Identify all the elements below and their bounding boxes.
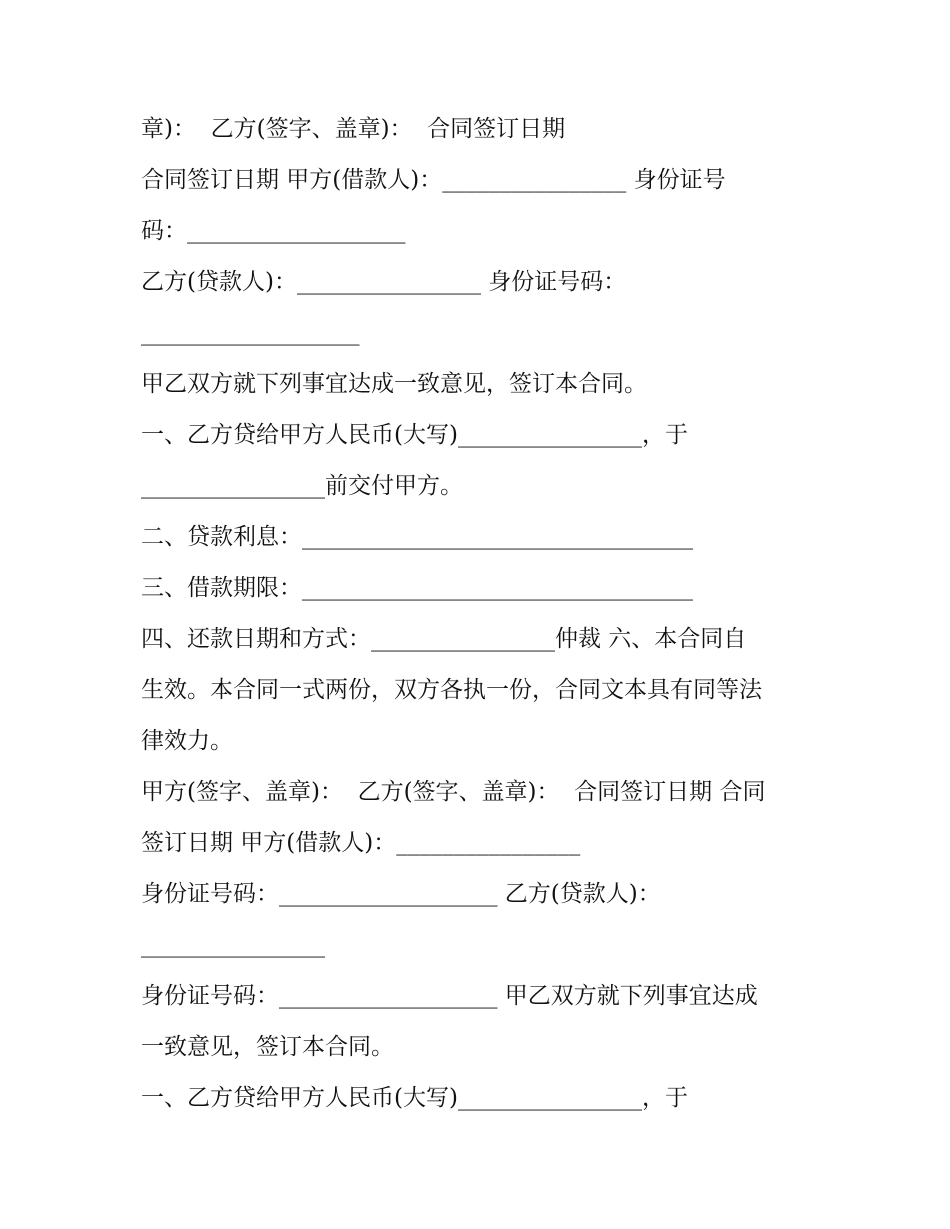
text-line: 律效力。 [141,728,233,754]
text-line: 一、乙方贷给甲方人民币(大写)________________，于 [141,1085,688,1111]
text-line: 甲方(签字、盖章)： 乙方(签字、盖章)： 合同签订日期 合同 [141,779,766,805]
text-line: 码：___________________ [141,218,406,244]
text-line: 一、乙方贷给甲方人民币(大写)________________，于 [141,422,688,448]
text-line: ________________ [141,932,325,958]
text-line: 四、还款日期和方式：________________仲裁 六、本合同自 [141,626,747,652]
document-body [141,104,821,1124]
text-line: 身份证号码：___________________ 乙方(贷款人)： [141,881,661,907]
text-line: 签订日期 甲方(借款人)：________________ [141,830,581,856]
text-line: ________________前交付甲方。 [141,473,463,499]
text-line: 乙方(贷款人)：________________ 身份证号码： [141,269,627,295]
text-line: 生效。本合同一式两份，双方各执一份，合同文本具有同等法 [141,677,762,703]
text-line: ___________________ [141,320,360,346]
text-line: 甲乙双方就下列事宜达成一致意见，签订本合同。 [141,371,647,397]
text-line: 章)： 乙方(签字、盖章)： 合同签订日期 [141,116,566,142]
text-line: 一致意见，签订本合同。 [141,1034,394,1060]
text-line: 合同签订日期 甲方(借款人)：________________ 身份证号 [141,167,726,193]
text-line: 三、借款期限：__________________________________ [141,575,693,601]
text-line: 二、贷款利息：__________________________________ [141,524,693,550]
text-line: 身份证号码：___________________ 甲乙双方就下列事宜达成 [141,983,758,1009]
